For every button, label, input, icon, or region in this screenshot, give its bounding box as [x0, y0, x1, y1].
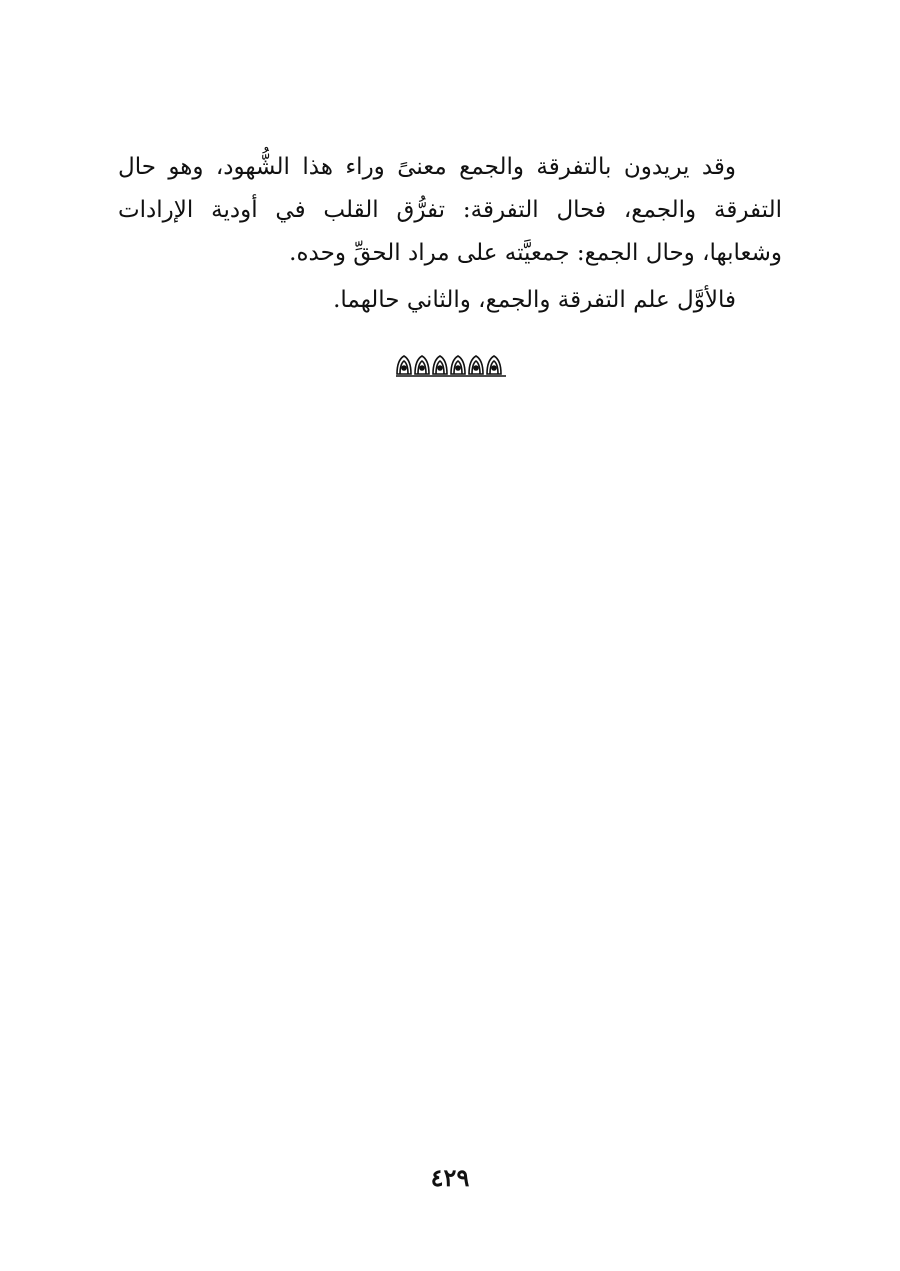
- ornament-divider-icon: [395, 352, 507, 378]
- paragraph-1: وقد يريدون بالتفرقة والجمع معنىً وراء هذا الشُّهود، وهو حال التفرقة والجمع، فحال التفرقة: تفرُّق القلب في أودية الإرادات وشعابها، وحال الجمع: جمعيَّته على مراد الحقِّ وحده.: [118, 154, 782, 266]
- page-number: ٤٢٩: [430, 1163, 470, 1192]
- paragraph-2: فالأوَّل علم التفرقة والجمع، والثاني حالهما.: [333, 287, 736, 313]
- page-body: [118, 146, 782, 322]
